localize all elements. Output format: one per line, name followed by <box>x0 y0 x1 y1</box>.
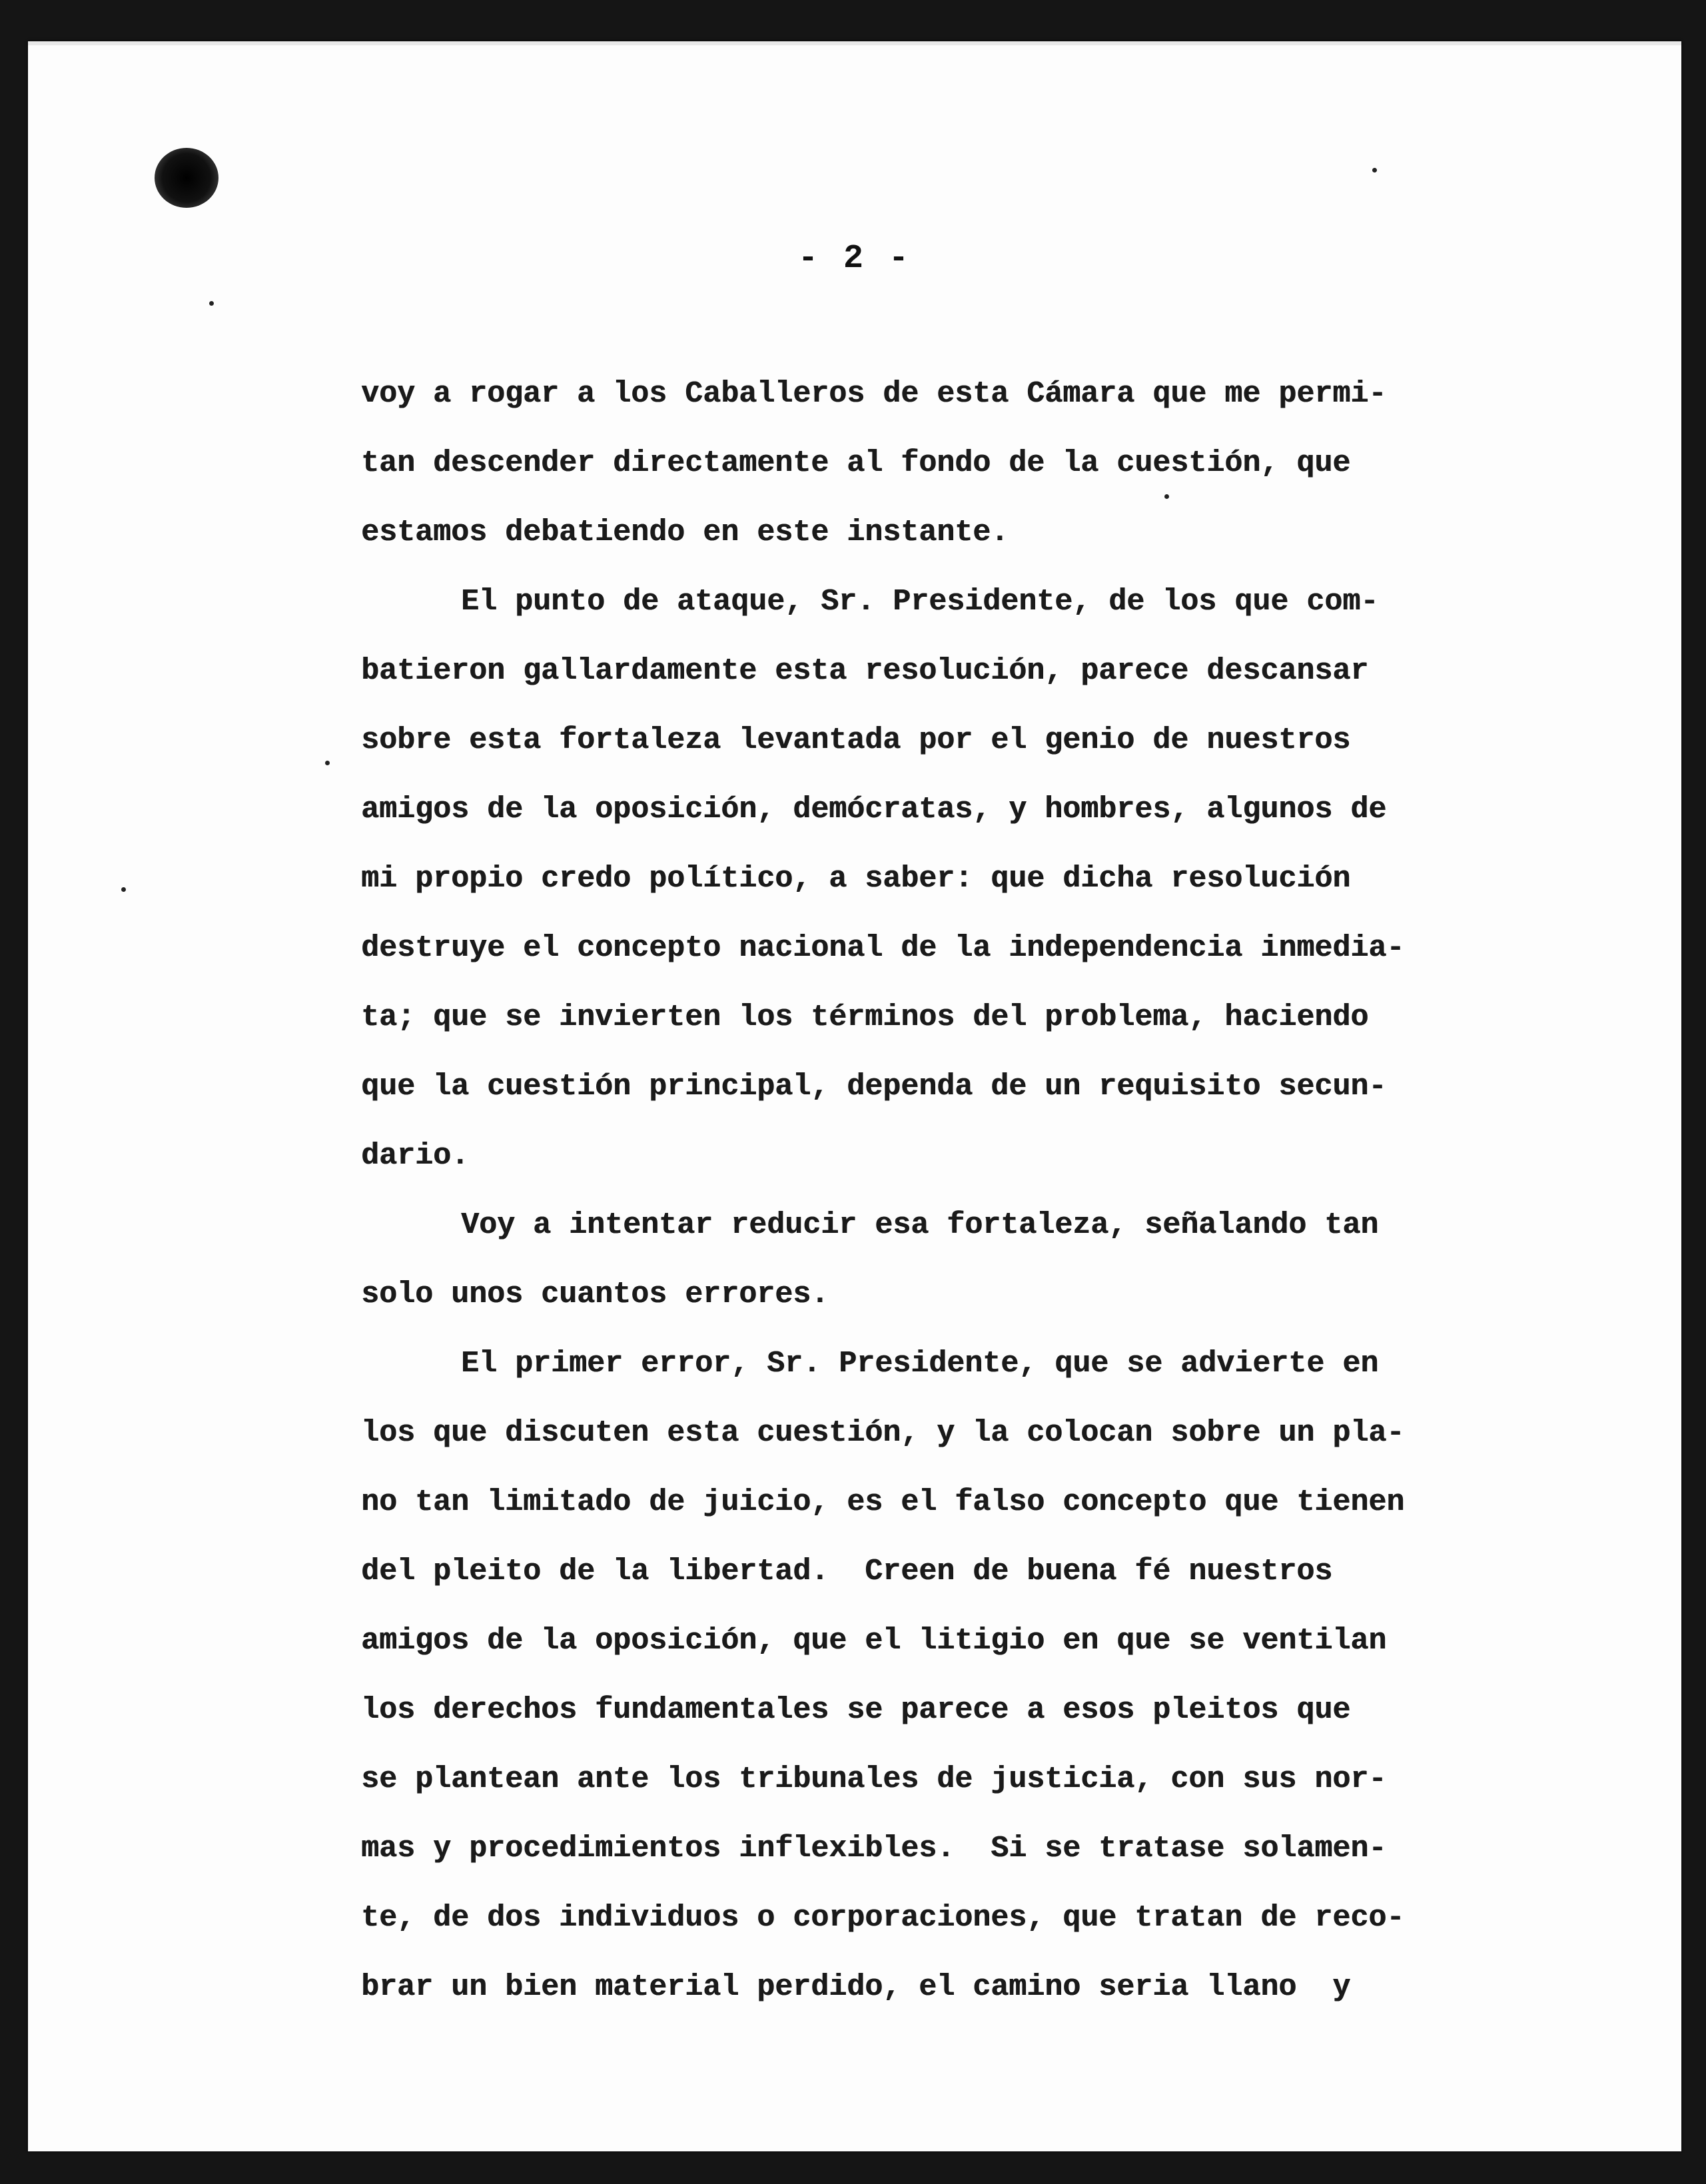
text-line: del pleito de la libertad. Creen de buena fé nuestros <box>361 1555 1333 1589</box>
text-line: los que discuten esta cuestión, y la colocan sobre un pla- <box>361 1416 1405 1450</box>
page-number: - 2 - <box>797 240 912 278</box>
text-line: voy a rogar a los Caballeros de esta Cámara que me permi- <box>361 377 1387 411</box>
text-line: solo unos cuantos errores. <box>361 1277 829 1311</box>
text-line: batieron gallardamente esta resolución, parece descansar <box>361 654 1369 688</box>
speck <box>1372 168 1377 173</box>
text-line: te, de dos individuos o corporaciones, que tratan de reco- <box>361 1901 1405 1935</box>
text-line: amigos de la oposición, demócratas, y hombres, algunos de <box>361 793 1387 827</box>
text-line: los derechos fundamentales se parece a esos pleitos que <box>361 1693 1351 1727</box>
text-line: estamos debatiendo en este instante. <box>361 516 1009 549</box>
text-line: brar un bien material perdido, el camino seria llano y <box>361 1970 1351 2004</box>
text-line: mi propio credo político, a saber: que dicha resolución <box>361 862 1351 896</box>
text-line: tan descender directamente al fondo de la cuestión, que <box>361 446 1351 480</box>
speck <box>209 301 214 306</box>
text-line: Voy a intentar reducir esa fortaleza, señalando tan <box>461 1208 1379 1242</box>
paper-edge <box>28 41 1681 45</box>
ink-blot <box>155 148 218 208</box>
text-line: sobre esta fortaleza levantada por el genio de nuestros <box>361 723 1351 757</box>
text-line: que la cuestión principal, dependa de un requisito secun- <box>361 1070 1387 1104</box>
body-text <box>361 360 1600 2022</box>
paragraph <box>361 1329 1600 2022</box>
paragraph <box>361 567 1600 1191</box>
paragraph <box>361 360 1600 567</box>
document-page <box>28 41 1681 2151</box>
text-line: no tan limitado de juicio, es el falso concepto que tienen <box>361 1485 1405 1519</box>
text-line: El primer error, Sr. Presidente, que se advierte en <box>461 1347 1379 1381</box>
paragraph <box>361 1191 1600 1329</box>
text-line: se plantean ante los tribunales de justicia, con sus nor- <box>361 1762 1387 1796</box>
text-line: ta; que se invierten los términos del problema, haciendo <box>361 1000 1369 1034</box>
speck <box>325 761 330 765</box>
text-line: mas y procedimientos inflexibles. Si se tratase solamen- <box>361 1832 1387 1866</box>
text-line: destruye el concepto nacional de la independencia inmedia- <box>361 931 1405 965</box>
text-line: dario. <box>361 1139 470 1173</box>
speck <box>121 887 126 892</box>
text-line: El punto de ataque, Sr. Presidente, de los que com- <box>461 585 1379 619</box>
text-line: amigos de la oposición, que el litigio en que se ventilan <box>361 1624 1387 1658</box>
